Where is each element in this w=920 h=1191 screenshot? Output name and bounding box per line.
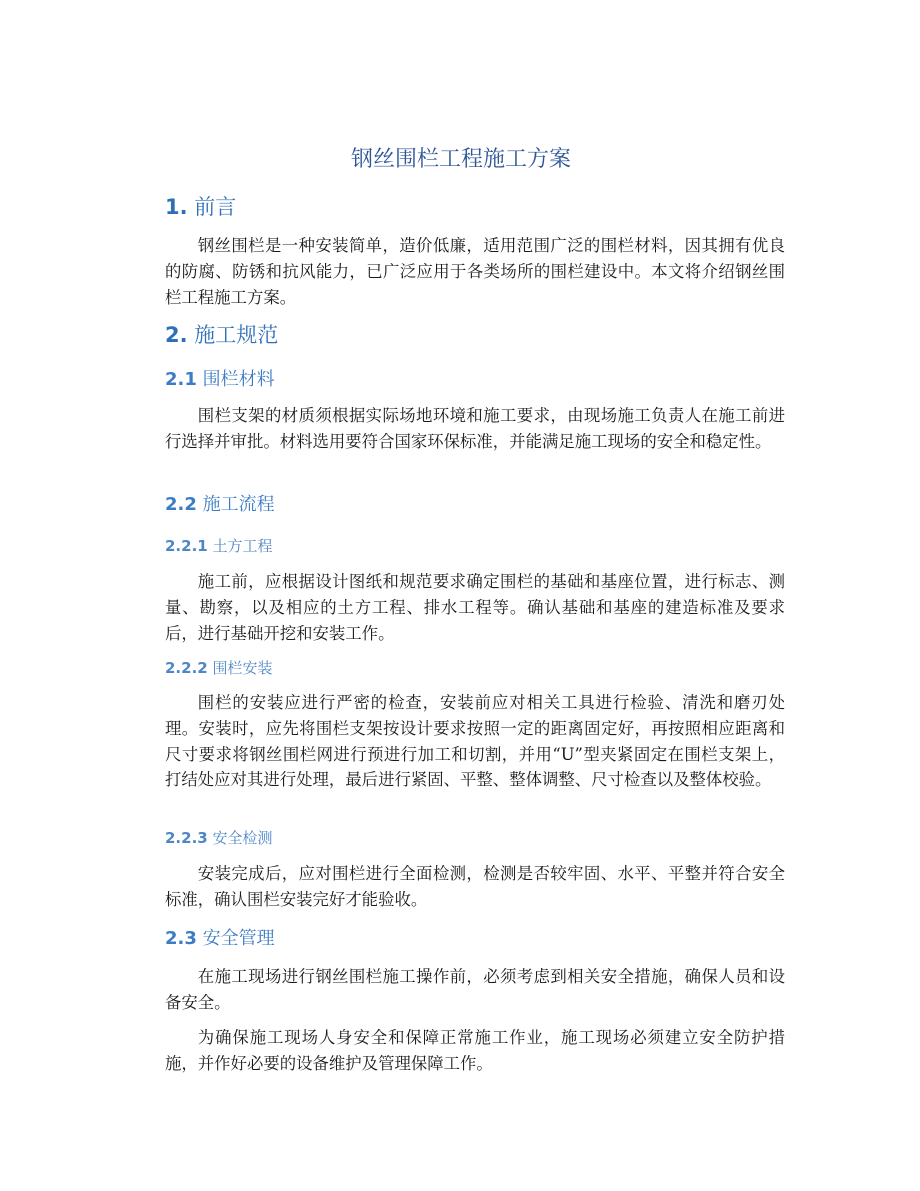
section-2-2-heading	[165, 491, 275, 519]
document-title: 钢丝围栏工程施工方案	[350, 147, 571, 172]
section-2-3-heading	[165, 925, 275, 953]
section-number: 2.2.3	[165, 829, 208, 847]
section-2-2-1-paragraph: 施工前，应根据设计图纸和规范要求确定围栏的基础和基座位置，进行标志、测量、勘察，以及相应的土方工程、排水工程等。确认基础和基座的建造标准及要求后，进行基础开挖和安装工作。	[165, 572, 785, 643]
section-2-2-3-paragraph: 安装完成后，应对围栏进行全面检测，检测是否较牢固、水平、平整并符合安全标准，确认围栏安装完好才能验收。	[165, 864, 785, 909]
section-title: 施工流程	[202, 494, 275, 515]
section-title: 安全管理	[202, 928, 275, 949]
section-2-2-2-paragraph: 围栏的安装应进行严密的检查，安装前应对相关工具进行检验、清洗和磨刃处理。安装时，应先将围栏支架按设计要求按照一定的距离固定好，再按照相应距离和尺寸要求将钢丝围栏网进行预进行加工和切割，并用“U”型夹紧固定在围栏支架上，打结处应对其进行处理，最后进行紧固、平整、整体调整、尺寸检查以及整体校验。	[165, 693, 785, 790]
section-number: 2.2	[165, 494, 197, 515]
section-2-3-paragraph-1: 在施工现场进行钢丝围栏施工操作前，必须考虑到相关安全措施，确保人员和设备安全。	[165, 967, 785, 1012]
section-number: 2.	[165, 323, 188, 347]
section-number: 2.1	[165, 369, 197, 390]
section-number: 2.2.2	[165, 659, 208, 677]
section-number: 2.2.1	[165, 537, 208, 555]
section-title: 前言	[194, 195, 237, 219]
section-1-heading	[165, 191, 236, 223]
section-number: 1.	[165, 195, 188, 219]
section-2-3-paragraph-2: 为确保施工现场人身安全和保障正常施工作业，施工现场必须建立安全防护措施，并作好必要的设备维护及管理保障工作。	[165, 1028, 785, 1073]
section-title: 安全检测	[212, 829, 273, 847]
section-title: 围栏安装	[212, 659, 273, 677]
section-2-1-paragraph: 围栏支架的材质须根据实际场地环境和施工要求，由现场施工负责人在施工前进行选择并审批。材料选用要符合国家环保标准，并能满足施工现场的安全和稳定性。	[165, 406, 785, 451]
section-2-2-3-heading	[165, 826, 273, 850]
section-number: 2.3	[165, 928, 197, 949]
section-title: 施工规范	[194, 323, 279, 347]
section-title: 土方工程	[212, 537, 273, 555]
section-2-1-heading	[165, 366, 275, 394]
section-1-paragraph: 钢丝围栏是一种安装简单，造价低廉，适用范围广泛的围栏材料，因其拥有优良的防腐、防锈和抗风能力，已广泛应用于各类场所的围栏建设中。本文将介绍钢丝围栏工程施工方案。	[165, 236, 785, 307]
section-title: 围栏材料	[202, 369, 275, 390]
section-2-2-1-heading	[165, 534, 273, 558]
section-2-2-2-heading	[165, 656, 273, 680]
section-2-heading	[165, 319, 278, 351]
